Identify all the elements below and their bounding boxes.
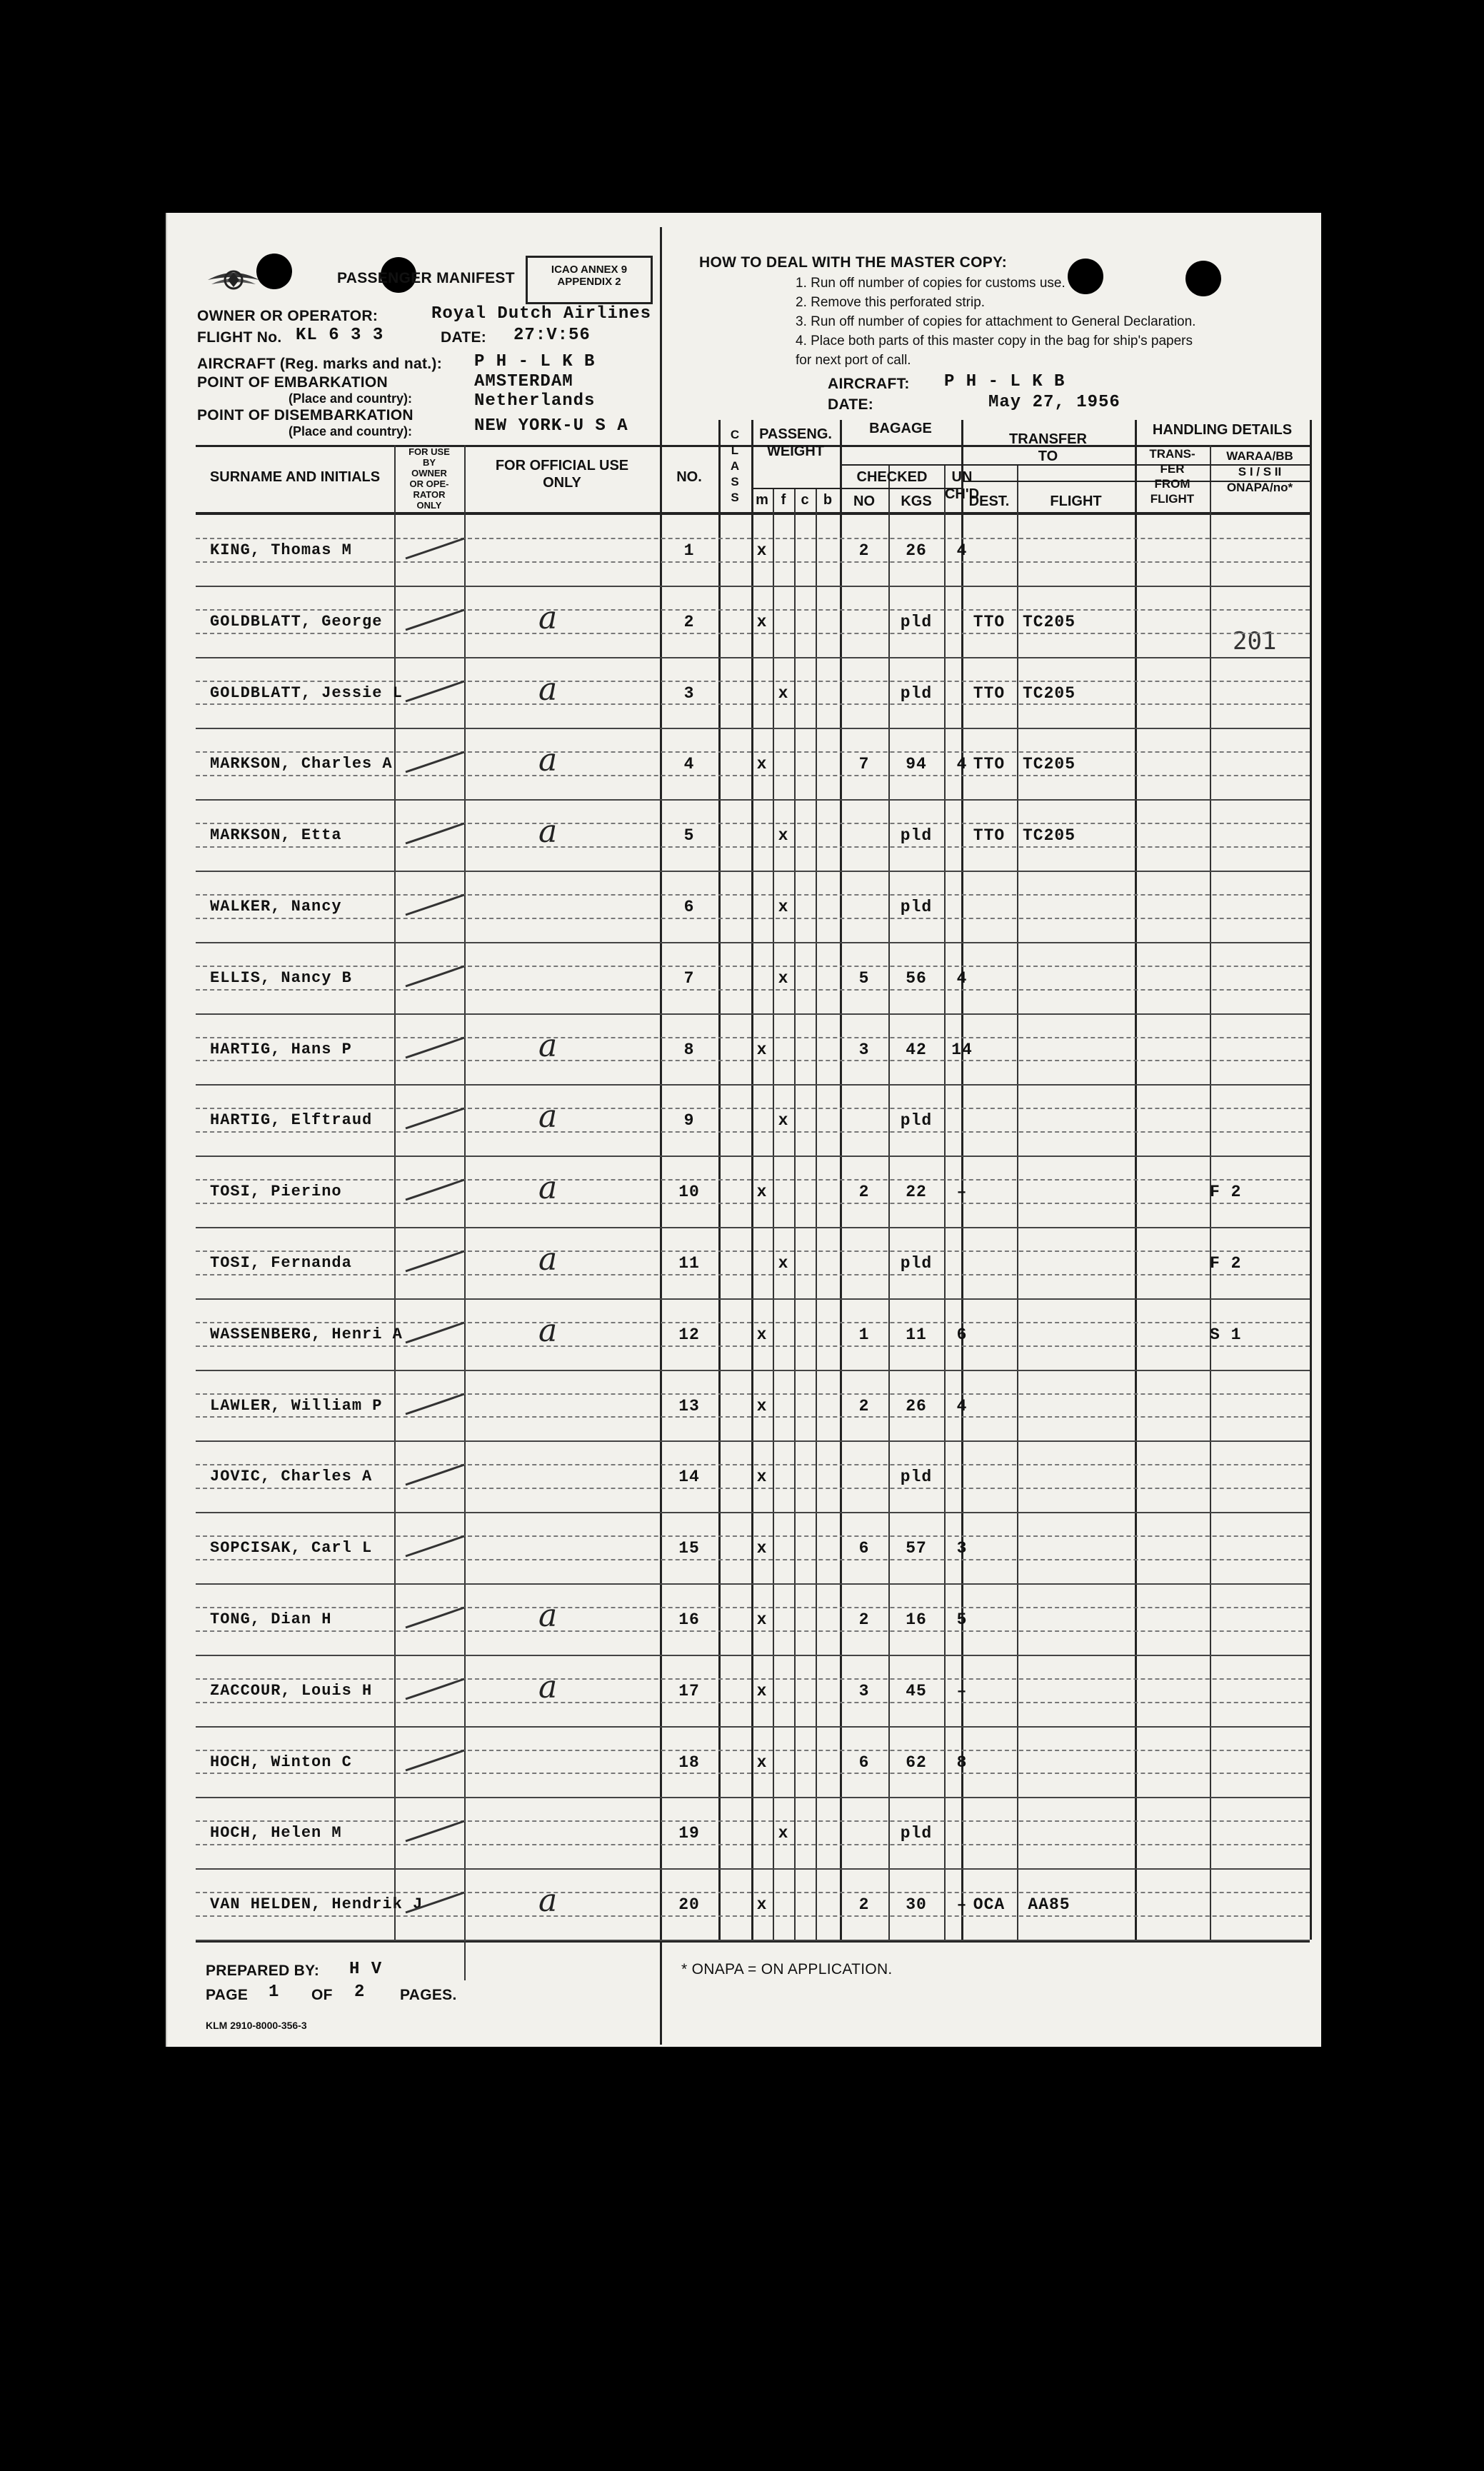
cell-m: x: [756, 755, 768, 774]
col-header-c: c: [801, 492, 809, 508]
official-use-mark: a: [538, 1170, 558, 1207]
cell-f: x: [778, 898, 789, 916]
cell-unchd: 4: [956, 755, 968, 774]
row-guide-line: [196, 561, 1310, 563]
check-tick-icon: [403, 819, 467, 848]
row-separator: [196, 1726, 1310, 1728]
cell-kgs: pld: [900, 898, 933, 916]
cell-dest: OCA: [973, 1895, 1006, 1915]
cell-f: x: [778, 683, 789, 703]
row-separator: [196, 1583, 1310, 1585]
row-guide-line: [196, 966, 1310, 967]
pages-label: PAGES.: [400, 1987, 457, 2003]
cell-m: x: [756, 1610, 768, 1629]
col-header-unchd: UN CH'D: [944, 469, 980, 502]
passenger-name: ELLIS, Nancy B: [210, 968, 352, 987]
cell-m: x: [756, 1681, 768, 1700]
row-separator: [196, 1298, 1310, 1300]
row-guide-line: [196, 823, 1310, 824]
col-header-checked-no: NO: [853, 493, 875, 509]
cell-f: x: [778, 968, 789, 988]
cell-kgs: pld: [900, 1111, 933, 1131]
icao-box: [526, 256, 653, 304]
check-tick-icon: [403, 748, 467, 776]
check-tick-icon: [403, 891, 467, 919]
row-guide-line: [196, 1250, 1310, 1252]
cell-kgs: 62: [906, 1753, 927, 1772]
check-tick-icon: [403, 1318, 467, 1347]
row-guide-line: [196, 1559, 1310, 1560]
cell-ckno: 2: [858, 1396, 870, 1415]
cell-unchd: 4: [956, 541, 968, 560]
row-guide-line: [196, 1535, 1310, 1537]
owner-label: OWNER OR OPERATOR:: [197, 308, 378, 324]
official-use-mark: a: [538, 671, 558, 708]
official-use-mark: a: [538, 813, 558, 851]
master-copy-title: HOW TO DEAL WITH THE MASTER COPY:: [699, 254, 1008, 271]
cell-dest: TTO: [973, 755, 1006, 774]
owner-value: Royal Dutch Airlines: [431, 304, 652, 324]
cell-ckno: 3: [858, 1040, 870, 1059]
row-guide-line: [196, 1630, 1310, 1632]
klm-crown-logo-icon: [204, 263, 263, 297]
cell-no: 18: [678, 1753, 700, 1772]
passenger-name: MARKSON, Charles A: [210, 755, 393, 773]
cell-ckno: 3: [858, 1681, 870, 1700]
col-subline: [794, 488, 796, 1940]
cell-no: 13: [678, 1396, 700, 1415]
manifest-sheet: [166, 213, 1321, 2047]
col-header-waraa: WARAA/BB S I / S II ONAPA/no*: [1226, 449, 1293, 494]
passenger-name: KING, Thomas M: [210, 541, 352, 559]
cell-m: x: [756, 1539, 768, 1558]
passenger-name: TOSI, Fernanda: [210, 1254, 352, 1272]
row-guide-line: [196, 703, 1310, 705]
punch-hole: [1068, 259, 1103, 294]
row-guide-line: [196, 1179, 1310, 1181]
cell-m: x: [756, 1325, 768, 1344]
row-guide-line: [196, 1131, 1310, 1133]
check-tick-icon: [403, 1176, 467, 1204]
cell-m: x: [756, 1895, 768, 1915]
cell-no: 1: [683, 541, 695, 560]
passenger-name: WALKER, Nancy: [210, 898, 342, 916]
check-tick-icon: [403, 1033, 467, 1062]
cell-hand: F 2: [1210, 1183, 1242, 1202]
check-tick-icon: [403, 606, 467, 634]
row-separator: [196, 1084, 1310, 1086]
passenger-name: VAN HELDEN, Hendrik J: [210, 1895, 423, 1914]
cell-unchd: –: [956, 1183, 968, 1202]
row-guide-line: [196, 1322, 1310, 1323]
official-use-mark: a: [538, 1312, 558, 1349]
row-separator: [196, 1868, 1310, 1870]
master-copy-step-3: 3. Run off number of copies for attachment to General Declaration.: [796, 314, 1196, 329]
master-aircraft-value: P H - L K B: [944, 372, 1066, 391]
row-guide-line: [196, 538, 1310, 539]
cell-flight: TC205: [1022, 612, 1076, 631]
embarkation-value-2: Netherlands: [474, 391, 596, 411]
passenger-name: ZACCOUR, Louis H: [210, 1681, 373, 1700]
cell-no: 7: [683, 968, 695, 988]
master-copy-step-4: 4. Place both parts of this master copy in the bag for ship's papers: [796, 334, 1193, 349]
row-separator: [196, 657, 1310, 658]
cell-ckno: 5: [858, 968, 870, 988]
col-header-class: C L A S S: [730, 428, 740, 504]
row-separator: [196, 1440, 1310, 1442]
passenger-name: MARKSON, Etta: [210, 826, 342, 845]
row-guide-line: [196, 609, 1310, 611]
row-separator: [196, 1227, 1310, 1228]
date-label: DATE:: [441, 329, 487, 346]
aircraft-value: P H - L K B: [474, 352, 596, 371]
cell-hand: S 1: [1210, 1325, 1242, 1344]
cell-unchd: 5: [956, 1610, 968, 1629]
cell-f: x: [778, 1824, 789, 1843]
col-header-checked: CHECKED: [856, 469, 928, 485]
cell-ckno: 2: [858, 1895, 870, 1915]
master-date-label: DATE:: [828, 396, 874, 413]
cell-m: x: [756, 1396, 768, 1415]
passenger-name: SOPCISAK, Carl L: [210, 1539, 373, 1558]
col-header-flight: FLIGHT: [1050, 493, 1102, 509]
cell-ckno: 2: [858, 541, 870, 560]
cell-kgs: 45: [906, 1681, 927, 1700]
col-header-owner-use: FOR USE BY OWNER OR OPE- RATOR ONLY: [408, 446, 450, 511]
cell-kgs: 57: [906, 1539, 927, 1558]
cell-kgs: 30: [906, 1895, 927, 1915]
check-tick-icon: [403, 534, 467, 563]
cell-no: 14: [678, 1468, 700, 1487]
row-guide-line: [196, 1844, 1310, 1845]
cell-no: 16: [678, 1610, 700, 1629]
official-use-mark: a: [538, 1883, 558, 1920]
row-guide-line: [196, 1416, 1310, 1418]
row-guide-line: [196, 1750, 1310, 1751]
cell-unchd: 4: [956, 968, 968, 988]
sub-header-line: [751, 488, 840, 489]
passenger-name: TONG, Dian H: [210, 1610, 332, 1628]
cell-unchd: 14: [951, 1040, 973, 1059]
row-guide-line: [196, 918, 1310, 919]
passenger-name: TOSI, Pierino: [210, 1183, 342, 1201]
row-separator: [196, 1512, 1310, 1513]
row-guide-line: [196, 1060, 1310, 1061]
row-guide-line: [196, 1678, 1310, 1680]
official-use-mark: a: [538, 599, 558, 636]
master-copy-step-4b: for next port of call.: [796, 353, 911, 368]
official-use-mark: a: [538, 1598, 558, 1634]
row-guide-line: [196, 1892, 1310, 1893]
cell-ckno: 7: [858, 755, 870, 774]
col-subline: [394, 445, 396, 1940]
cell-unchd: –: [956, 1681, 968, 1700]
cell-flight: TC205: [1022, 755, 1076, 774]
cell-m: x: [756, 1183, 768, 1202]
cell-flight: AA85: [1028, 1895, 1071, 1915]
cell-m: x: [756, 1753, 768, 1772]
cell-dest: TTO: [973, 826, 1006, 846]
cell-kgs: pld: [900, 1468, 933, 1487]
col-header-baggage: BAGAGE: [869, 421, 932, 436]
row-guide-line: [196, 989, 1310, 991]
cell-kgs: 26: [906, 541, 927, 560]
embarkation-label: POINT OF EMBARKATION: [197, 374, 388, 391]
row-guide-line: [196, 1488, 1310, 1489]
page-value: 1: [269, 1983, 280, 2002]
col-header-surname: SURNAME AND INITIALS: [209, 469, 381, 485]
row-guide-line: [196, 751, 1310, 753]
cell-ckno: 6: [858, 1539, 870, 1558]
cell-no: 9: [683, 1111, 695, 1131]
cell-f: x: [778, 1111, 789, 1131]
col-header-handling: HANDLING DETAILS: [1152, 422, 1293, 438]
check-tick-icon: [403, 1390, 467, 1418]
cell-kgs: 42: [906, 1040, 927, 1059]
row-guide-line: [196, 1702, 1310, 1703]
row-separator: [196, 1940, 1310, 1941]
cell-ckno: 2: [858, 1610, 870, 1629]
icao-annex: ICAO ANNEX 9: [551, 264, 628, 276]
check-tick-icon: [403, 962, 467, 991]
row-guide-line: [196, 775, 1310, 776]
cell-kgs: 22: [906, 1183, 927, 1202]
check-tick-icon: [403, 1675, 467, 1703]
embarkation-value: AMSTERDAM: [474, 372, 573, 391]
check-tick-icon: [403, 1817, 467, 1845]
col-header-f: f: [781, 492, 786, 508]
cell-flight: TC205: [1022, 826, 1076, 846]
cell-no: 11: [678, 1254, 700, 1273]
cell-no: 2: [683, 612, 695, 631]
official-use-mark: a: [538, 1027, 558, 1064]
col-header-transfer-from: TRANS- FER FROM FLIGHT: [1149, 447, 1195, 506]
row-guide-line: [196, 1345, 1310, 1347]
manifest-title: PASSENGER MANIFEST: [337, 270, 515, 286]
cell-kgs: pld: [900, 683, 933, 703]
passenger-name: HARTIG, Hans P: [210, 1040, 352, 1058]
master-date-value: May 27, 1956: [988, 393, 1120, 412]
cell-kgs: 16: [906, 1610, 927, 1629]
handwritten-201: 201: [1233, 627, 1277, 656]
row-guide-line: [196, 846, 1310, 848]
onapa-note: * ONAPA = ON APPLICATION.: [681, 1961, 893, 1978]
aircraft-label: AIRCRAFT (Reg. marks and nat.):: [197, 356, 442, 372]
date-value: 27:V:56: [513, 326, 591, 345]
col-header-transfer: TRANSFER TO: [1009, 431, 1087, 464]
form-code: KLM 2910-8000-356-3: [206, 2020, 307, 2031]
cell-no: 19: [678, 1824, 700, 1843]
col-header-official-use: FOR OFFICIAL USE ONLY: [495, 458, 629, 491]
col-header-pass-weight: PASSENG. WEIGHT: [759, 426, 832, 459]
cell-no: 20: [678, 1895, 700, 1915]
cell-no: 15: [678, 1539, 700, 1558]
cell-f: x: [778, 826, 789, 846]
col-subline: [816, 488, 817, 1940]
col-header-no: NO.: [676, 469, 702, 485]
disembarkation-sub: (Place and country):: [289, 424, 413, 438]
cell-kgs: pld: [900, 826, 933, 846]
cell-dest: TTO: [973, 612, 1006, 631]
passenger-name: WASSENBERG, Henri A: [210, 1325, 403, 1343]
row-guide-line: [196, 633, 1310, 634]
check-tick-icon: [403, 1603, 467, 1632]
cell-m: x: [756, 1468, 768, 1487]
row-guide-line: [196, 1393, 1310, 1395]
cell-f: x: [778, 1254, 789, 1273]
cell-kgs: 11: [906, 1325, 927, 1344]
cell-no: 4: [683, 755, 695, 774]
row-separator: [196, 871, 1310, 872]
row-guide-line: [196, 1915, 1310, 1917]
prepared-by-label: PREPARED BY:: [206, 1963, 320, 1979]
passenger-name: LAWLER, William P: [210, 1396, 383, 1415]
row-separator: [196, 586, 1310, 587]
col-subline: [773, 488, 774, 1940]
cell-no: 17: [678, 1681, 700, 1700]
check-tick-icon: [403, 677, 467, 706]
cell-kgs: pld: [900, 1824, 933, 1843]
passenger-name: HOCH, Winton C: [210, 1753, 352, 1771]
cell-m: x: [756, 612, 768, 631]
embarkation-sub: (Place and country):: [289, 391, 413, 406]
prepared-by-value: H V: [349, 1960, 383, 1979]
cell-no: 5: [683, 826, 695, 846]
row-guide-line: [196, 1820, 1310, 1822]
col-header-m: m: [756, 492, 768, 508]
cell-unchd: 6: [956, 1325, 968, 1344]
master-aircraft-label: AIRCRAFT:: [828, 376, 910, 392]
of-label: OF: [311, 1987, 333, 2003]
col-subline: [944, 464, 946, 1940]
official-use-mark: a: [538, 1098, 558, 1136]
cell-unchd: –: [956, 1895, 968, 1915]
cell-kgs: 56: [906, 968, 927, 988]
cell-hand: F 2: [1210, 1254, 1242, 1273]
row-separator: [196, 942, 1310, 943]
row-guide-line: [196, 1108, 1310, 1109]
row-guide-line: [196, 1607, 1310, 1608]
row-separator: [196, 728, 1310, 729]
row-guide-line: [196, 1773, 1310, 1774]
row-guide-line: [196, 681, 1310, 682]
official-use-mark: a: [538, 1668, 558, 1705]
flight-value: KL 6 3 3: [296, 326, 384, 345]
cell-no: 10: [678, 1183, 700, 1202]
row-guide-line: [196, 1037, 1310, 1038]
col-header-b: b: [823, 492, 833, 508]
row-separator: [196, 1797, 1310, 1798]
cell-unchd: 3: [956, 1539, 968, 1558]
col-header-checked-kgs: KGS: [901, 493, 932, 509]
official-use-mark: a: [538, 742, 558, 779]
cell-dest: TTO: [973, 683, 1006, 703]
cell-ckno: 1: [858, 1325, 870, 1344]
check-tick-icon: [403, 1746, 467, 1775]
cell-ckno: 2: [858, 1183, 870, 1202]
check-tick-icon: [403, 1104, 467, 1133]
cell-no: 12: [678, 1325, 700, 1344]
cell-kgs: pld: [900, 1254, 933, 1273]
cell-kgs: 94: [906, 755, 927, 774]
row-separator: [196, 1013, 1310, 1015]
cell-flight: TC205: [1022, 683, 1076, 703]
passenger-name: GOLDBLATT, Jessie L: [210, 683, 403, 702]
passenger-name: JOVIC, Charles A: [210, 1468, 373, 1486]
disembarkation-value: NEW YORK-U S A: [474, 416, 628, 436]
check-tick-icon: [403, 1460, 467, 1489]
row-separator: [196, 1655, 1310, 1656]
row-guide-line: [196, 894, 1310, 896]
col-line: [1310, 420, 1312, 1940]
official-use-mark: a: [538, 1241, 558, 1278]
check-tick-icon: [403, 1247, 467, 1275]
master-copy-step-2: 2. Remove this perforated strip.: [796, 295, 986, 310]
cell-ckno: 6: [858, 1753, 870, 1772]
passenger-name: HARTIG, Elftraud: [210, 1111, 373, 1130]
cell-unchd: 4: [956, 1396, 968, 1415]
cell-unchd: 8: [956, 1753, 968, 1772]
cell-no: 3: [683, 683, 695, 703]
check-tick-icon: [403, 1888, 467, 1917]
sub-header-line: [840, 488, 961, 489]
page-label: PAGE: [206, 1987, 249, 2003]
passenger-name: HOCH, Helen M: [210, 1824, 342, 1843]
cell-no: 8: [683, 1040, 695, 1059]
row-separator: [196, 1156, 1310, 1157]
cell-no: 6: [683, 898, 695, 916]
cell-m: x: [756, 1040, 768, 1059]
check-tick-icon: [403, 1532, 467, 1560]
cell-kgs: pld: [900, 612, 933, 631]
disembarkation-label: POINT OF DISEMBARKATION: [197, 407, 413, 423]
master-copy-step-1: 1. Run off number of copies for customs use.: [796, 276, 1066, 291]
row-separator: [196, 799, 1310, 801]
col-header-dest: DEST.: [968, 493, 1010, 509]
row-guide-line: [196, 1203, 1310, 1204]
punch-hole: [1185, 261, 1221, 296]
cell-m: x: [756, 541, 768, 560]
icao-appendix: APPENDIX 2: [557, 276, 621, 288]
row-separator: [196, 1370, 1310, 1371]
row-guide-line: [196, 1464, 1310, 1465]
col-line: [660, 227, 662, 2045]
passenger-name: GOLDBLATT, George: [210, 612, 383, 631]
cell-kgs: 26: [906, 1396, 927, 1415]
row-guide-line: [196, 1274, 1310, 1275]
of-value: 2: [354, 1983, 366, 2002]
flight-label: FLIGHT No.: [197, 329, 282, 346]
